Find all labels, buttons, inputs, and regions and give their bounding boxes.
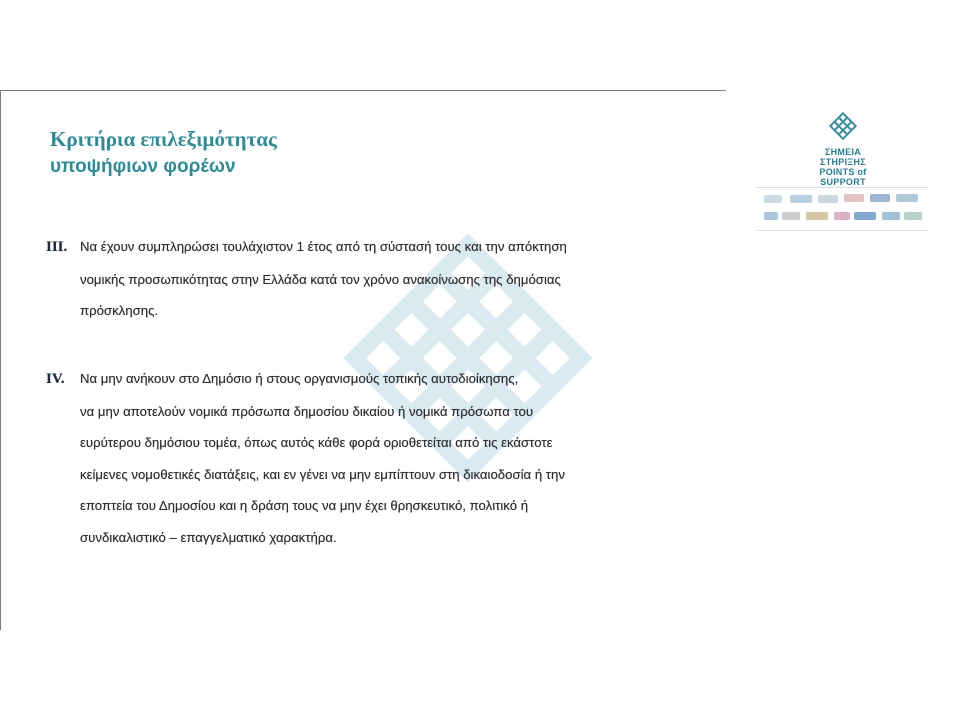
criterion-line: εποπτεία του Δημοσίου και η δράση τους να μην έχει θρησκευτικό, πολιτικό ή: [80, 498, 529, 513]
partner-logo: [882, 212, 900, 220]
partner-logo: [854, 212, 876, 220]
criterion-line: ευρύτερου δημόσιου τομέα, όπως αυτός κάθε φορά οριοθετείται από τις εκάστοτε: [80, 435, 553, 450]
criterion-text: Να μην ανήκουν στο Δημόσιο ή στους οργανισμούς τοπικής αυτοδιοίκησης,: [80, 371, 519, 386]
partner-logo: [904, 212, 922, 220]
criterion-line: [46, 363, 565, 396]
criterion-line: [46, 231, 567, 264]
partner-logo: [870, 194, 890, 202]
partner-logo: [818, 195, 838, 203]
logo-text-greek: ΣΗΜΕΙΑ ΣΤΗΡΙΞΗΣ: [820, 147, 866, 167]
partner-logos-strip: [756, 187, 928, 231]
partner-logo: [782, 212, 800, 220]
criterion-3: [46, 231, 567, 327]
partner-logo: [764, 195, 782, 203]
partner-logo: [806, 212, 828, 220]
partner-logo: [834, 212, 850, 220]
page-title: [50, 126, 277, 180]
endless-knot-icon: [827, 110, 859, 142]
logo-text-english: POINTS of SUPPORT: [819, 167, 867, 187]
title-line-1: Κριτήρια επιλεξιμότητας: [50, 127, 277, 151]
partner-logo: [896, 194, 918, 202]
criterion-numeral: III.: [46, 239, 68, 255]
criterion-4: [46, 363, 565, 553]
criterion-line: νομικής προσωπικότητας στην Ελλάδα κατά τον χρόνο ανακοίνωσης της δημόσιας: [80, 271, 561, 287]
criterion-line: συνδικαλιστικό – επαγγελματικό χαρακτήρα.: [80, 529, 337, 545]
points-of-support-logo: [806, 110, 880, 187]
partner-logo: [844, 194, 864, 202]
criterion-line: πρόσκλησης.: [80, 303, 159, 318]
title-line-2: υποψήφιων φορέων: [50, 156, 236, 177]
criterion-line: κείμενες νομοθετικές διατάξεις, και εν γένει να μην εμπίπτουν στη δικαιοδοσία ή την: [80, 466, 565, 482]
criterion-line: να μην αποτελούν νομικά πρόσωπα δημοσίου δικαίου ή νομικά πρόσωπα του: [80, 403, 534, 419]
partner-logo: [790, 195, 812, 203]
criterion-numeral: IV.: [46, 371, 65, 387]
criterion-text: Να έχουν συμπληρώσει τουλάχιστον 1 έτος από τη σύστασή τους και την απόκτηση: [80, 239, 567, 254]
partner-logo: [764, 212, 778, 220]
